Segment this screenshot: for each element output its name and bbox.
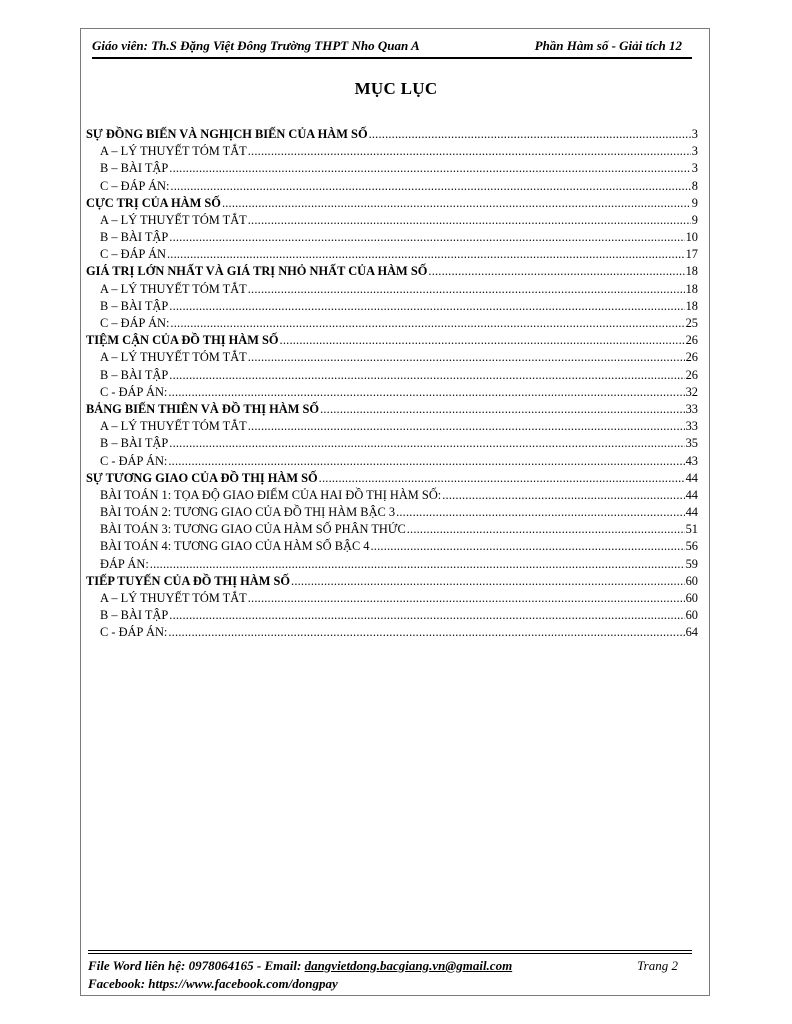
toc-subsection-entry[interactable] xyxy=(86,349,698,366)
toc-subsection-entry[interactable] xyxy=(86,435,698,452)
toc-page-number: 43 xyxy=(685,453,698,468)
toc-entry-title: B – BÀI TẬP xyxy=(100,608,169,623)
toc-subsection-entry[interactable] xyxy=(86,607,698,624)
toc-dot-leader xyxy=(169,607,684,624)
toc-dot-leader xyxy=(248,349,685,366)
toc-entry-title: C – ĐÁP ÁN: xyxy=(100,178,170,193)
toc-subsection-entry[interactable] xyxy=(86,281,698,298)
toc-page-number: 44 xyxy=(685,470,698,485)
toc-page-number: 51 xyxy=(685,522,698,537)
footer-divider xyxy=(88,950,692,954)
toc-subsection-entry[interactable] xyxy=(86,504,698,521)
toc-page-number: 59 xyxy=(685,556,698,571)
toc-entry-title: A – LÝ THUYẾT TÓM TẮT xyxy=(100,350,247,365)
toc-subsection-entry[interactable] xyxy=(86,178,698,195)
toc-subsection-entry[interactable] xyxy=(86,160,698,177)
toc-subsection-entry[interactable] xyxy=(86,487,698,504)
toc-entry-title: A – LÝ THUYẾT TÓM TẮT xyxy=(100,419,247,434)
toc-page-number: 25 xyxy=(685,316,698,331)
toc-page-number: 9 xyxy=(691,195,698,210)
toc-page-number: 8 xyxy=(691,178,698,193)
toc-dot-leader xyxy=(371,539,685,556)
footer-email-link[interactable]: dangvietdong.bacgiang.vn@gmail.com xyxy=(304,958,513,973)
header-teacher: Giáo viên: Th.S Đặng Việt Đông Trường THPT Nho Quan A xyxy=(92,38,420,53)
footer-facebook-line[interactable]: Facebook: https://www.facebook.com/dongpay xyxy=(88,976,338,991)
toc-page-number: 10 xyxy=(685,230,698,245)
toc-dot-leader xyxy=(222,195,691,212)
toc-entry-title: C - ĐÁP ÁN: xyxy=(100,453,168,468)
toc-page-number: 33 xyxy=(685,401,698,416)
toc-page-number: 64 xyxy=(685,625,698,640)
toc-page-number: 3 xyxy=(691,144,698,159)
toc-subsection-entry[interactable] xyxy=(86,521,698,538)
toc-page-number: 60 xyxy=(685,573,698,588)
toc-subsection-entry[interactable] xyxy=(86,624,698,641)
toc-entry-title: B – BÀI TẬP xyxy=(100,298,169,313)
toc-dot-leader xyxy=(248,281,685,298)
toc-dot-leader xyxy=(168,384,684,401)
toc-dot-leader xyxy=(169,229,684,246)
toc-dot-leader xyxy=(248,590,685,607)
toc-entry-title: SỰ TƯƠNG GIAO CỦA ĐỒ THỊ HÀM SỐ xyxy=(86,470,318,485)
table-of-contents xyxy=(86,126,698,642)
footer-contact-prefix: File Word liên hệ: 0978064165 - Email: xyxy=(88,958,305,973)
toc-subsection-entry[interactable] xyxy=(86,384,698,401)
toc-section-entry[interactable] xyxy=(86,401,698,418)
footer-contact-line xyxy=(88,957,692,975)
toc-dot-leader xyxy=(169,367,684,384)
toc-entry-title: C - ĐÁP ÁN: xyxy=(100,625,168,640)
toc-dot-leader xyxy=(369,126,691,143)
page-header xyxy=(92,37,692,59)
toc-page-number: 18 xyxy=(685,298,698,313)
toc-page-number: 60 xyxy=(685,608,698,623)
toc-dot-leader xyxy=(170,178,690,195)
toc-entry-title: B – BÀI TẬP xyxy=(100,230,169,245)
toc-entry-title: CỰC TRỊ CỦA HÀM SỐ xyxy=(86,195,221,210)
toc-page-number: 26 xyxy=(685,333,698,348)
toc-dot-leader xyxy=(168,453,684,470)
page-number: Trang 2 xyxy=(637,958,678,973)
toc-section-entry[interactable] xyxy=(86,126,698,143)
toc-entry-title: A – LÝ THUYẾT TÓM TẮT xyxy=(100,212,247,227)
toc-entry-title: BÀI TOÁN 4: TƯƠNG GIAO CỦA HÀM SỐ BẬC 4 xyxy=(100,539,370,554)
toc-page-number: 3 xyxy=(691,161,698,176)
toc-subsection-entry[interactable] xyxy=(86,556,698,573)
toc-entry-title: BÀI TOÁN 2: TƯƠNG GIAO CỦA ĐỒ THỊ HÀM BẬC 3 xyxy=(100,505,396,520)
toc-dot-leader xyxy=(169,298,684,315)
toc-page-number: 26 xyxy=(685,367,698,382)
toc-dot-leader xyxy=(169,435,684,452)
toc-dot-leader xyxy=(291,573,685,590)
toc-entry-title: B – BÀI TẬP xyxy=(100,367,169,382)
toc-subsection-entry[interactable] xyxy=(86,590,698,607)
toc-subsection-entry[interactable] xyxy=(86,212,698,229)
toc-subsection-entry[interactable] xyxy=(86,539,698,556)
toc-dot-leader xyxy=(248,418,685,435)
toc-dot-leader xyxy=(150,556,685,573)
toc-page-number: 44 xyxy=(685,487,698,502)
toc-entry-title: A – LÝ THUYẾT TÓM TẮT xyxy=(100,281,247,296)
toc-entry-title: TIẾP TUYẾN CỦA ĐỒ THỊ HÀM SỐ xyxy=(86,573,291,588)
header-subject: Phần Hàm số - Giải tích 12 xyxy=(534,38,682,53)
toc-dot-leader xyxy=(248,143,691,160)
toc-subsection-entry[interactable] xyxy=(86,453,698,470)
toc-dot-leader xyxy=(167,246,685,263)
toc-dot-leader xyxy=(169,160,691,177)
toc-page-number: 56 xyxy=(685,539,698,554)
toc-dot-leader xyxy=(396,504,685,521)
toc-entry-title: TIỆM CẬN CỦA ĐỒ THỊ HÀM SỐ xyxy=(86,333,279,348)
toc-entry-title: C – ĐÁP ÁN xyxy=(100,247,166,262)
toc-subsection-entry[interactable] xyxy=(86,418,698,435)
toc-section-entry[interactable] xyxy=(86,573,698,590)
toc-page-number: 44 xyxy=(685,505,698,520)
toc-dot-leader xyxy=(280,332,685,349)
toc-page-number: 17 xyxy=(685,247,698,262)
toc-entry-title: SỰ ĐỒNG BIẾN VÀ NGHỊCH BIẾN CỦA HÀM SỐ xyxy=(86,126,368,141)
toc-page-number: 35 xyxy=(685,436,698,451)
toc-subsection-entry[interactable] xyxy=(86,229,698,246)
toc-entry-title: C - ĐÁP ÁN: xyxy=(100,384,168,399)
toc-dot-leader xyxy=(319,470,685,487)
toc-section-entry[interactable] xyxy=(86,470,698,487)
toc-subsection-entry[interactable] xyxy=(86,298,698,315)
toc-entry-title: BÀI TOÁN 3: TƯƠNG GIAO CỦA HÀM SỐ PHÂN THỨC xyxy=(100,522,406,537)
toc-dot-leader xyxy=(320,401,685,418)
page-footer xyxy=(88,957,692,993)
toc-entry-title: B – BÀI TẬP xyxy=(100,436,169,451)
toc-section-entry[interactable] xyxy=(86,195,698,212)
toc-subsection-entry[interactable] xyxy=(86,315,698,332)
toc-entry-title: BẢNG BIẾN THIÊN VÀ ĐỒ THỊ HÀM SỐ xyxy=(86,401,320,416)
toc-page-number: 32 xyxy=(685,384,698,399)
toc-entry-title: C – ĐÁP ÁN: xyxy=(100,316,170,331)
toc-page-number: 3 xyxy=(691,126,698,141)
toc-page-number: 26 xyxy=(685,350,698,365)
toc-subsection-entry[interactable] xyxy=(86,143,698,160)
toc-page-number: 18 xyxy=(685,281,698,296)
toc-entry-title: B – BÀI TẬP xyxy=(100,161,169,176)
page-title: MỤC LỤC xyxy=(354,79,438,98)
toc-entry-title: A – LÝ THUYẾT TÓM TẮT xyxy=(100,591,247,606)
toc-section-entry[interactable] xyxy=(86,264,698,281)
toc-section-entry[interactable] xyxy=(86,332,698,349)
toc-dot-leader xyxy=(442,487,684,504)
toc-dot-leader xyxy=(248,212,691,229)
toc-dot-leader xyxy=(428,264,684,281)
toc-dot-leader xyxy=(407,521,685,538)
toc-page-number: 60 xyxy=(685,591,698,606)
toc-dot-leader xyxy=(168,624,684,641)
toc-page-number: 9 xyxy=(691,212,698,227)
toc-subsection-entry[interactable] xyxy=(86,367,698,384)
toc-page-number: 18 xyxy=(685,264,698,279)
toc-subsection-entry[interactable] xyxy=(86,246,698,263)
toc-entry-title: A – LÝ THUYẾT TÓM TẮT xyxy=(100,144,247,159)
toc-entry-title: GIÁ TRỊ LỚN NHẤT VÀ GIÁ TRỊ NHỎ NHẤT CỦA HÀM SỐ xyxy=(86,264,428,279)
toc-entry-title: BÀI TOÁN 1: TỌA ĐỘ GIAO ĐIỂM CỦA HAI ĐỒ THỊ HÀM SỐ: xyxy=(100,487,442,502)
toc-dot-leader xyxy=(170,315,684,332)
toc-page-number: 33 xyxy=(685,419,698,434)
toc-entry-title: ĐÁP ÁN: xyxy=(100,556,149,571)
